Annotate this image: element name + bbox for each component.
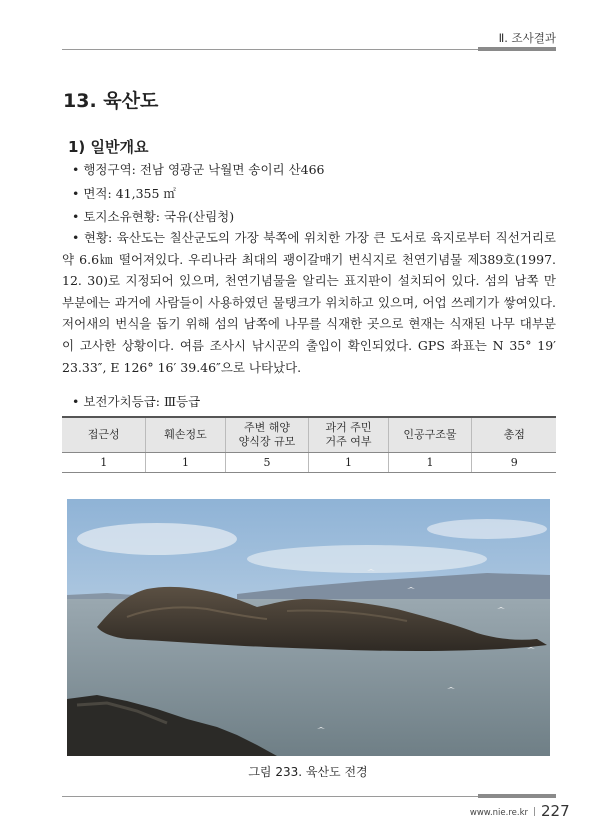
table-cell: 1	[388, 453, 472, 473]
info-item-grade-text: 보전가치등급: Ⅲ등급	[83, 394, 201, 409]
footer-accent-bar	[478, 794, 556, 798]
table-cell: 1	[146, 453, 225, 473]
info-item-area	[72, 184, 176, 202]
bullet-mark: •	[72, 162, 80, 177]
figure-caption: 그림 233. 육산도 전경	[248, 765, 368, 779]
table-cell: 9	[472, 453, 556, 473]
island-photo	[67, 499, 550, 756]
table-header-row	[62, 417, 556, 453]
info-item-ownership-text: 토지소유현황: 국유(산림청)	[83, 209, 235, 224]
table-cell: 1	[62, 453, 146, 473]
footer-separator: |	[533, 807, 537, 817]
chapter-header: Ⅱ. 조사결과	[498, 31, 556, 45]
header-cell-total: 총점	[472, 417, 556, 453]
status-paragraph-text: • 현황: 육산도는 칠산군도의 가장 북쪽에 위치한 가장 큰 도서로 육지로부터 직선거리로 약 6.6㎞ 떨어져있다. 우리나라 최대의 괭이갈매기 번식지로 천연기념물 제389호(1997. 12. 30)로 지정되어 있으며, 천연기념물을 알리는 표지판이 설치되어 있다. 섬의 남쪽 만 부분에는 과거에 사람들이 사용하였던 물탱크가 위치하고 있으며, 어업 쓰레기가 쌓여있다. 저어새의 번식을 돕기 위해 섬의 남쪽에 나무를 식재한 곳으로 현재는 식재된 나무 대부분이 고사한 상황이다. 여름 조사시 낚시꾼의 출입이 확인되었다. GPS 좌표는 N 35° 19′ 23.33″, E 126° 16′ 39.46″으로 나타났다.	[62, 230, 556, 375]
header-cell-residence: 과거 주민 거주 여부	[309, 417, 388, 453]
table-row	[62, 453, 556, 473]
footer-url: www.nie.re.kr	[469, 808, 528, 818]
page-number: 227	[541, 802, 570, 820]
header-accent-bar	[478, 47, 556, 51]
info-item-ownership	[72, 207, 234, 225]
header-cell-access: 접근성	[62, 417, 146, 453]
conservation-grade-table	[62, 416, 556, 473]
header-cell-structure: 인공구조물	[388, 417, 472, 453]
info-item-grade	[72, 392, 200, 410]
info-item-admin-text: 행정구역: 전남 영광군 낙월면 송이리 산466	[83, 162, 325, 177]
header-cell-aquaculture: 주변 해양 양식장 규모	[225, 417, 309, 453]
table-cell: 1	[309, 453, 388, 473]
section-title: 13. 육산도	[63, 90, 159, 112]
info-item-admin	[72, 160, 325, 178]
header-cell-damage: 훼손정도	[146, 417, 225, 453]
status-paragraph	[62, 227, 556, 378]
bullet-mark: •	[72, 394, 80, 409]
bullet-mark: •	[72, 209, 80, 224]
subsection-title: 1) 일반개요	[68, 138, 149, 156]
table-cell: 5	[225, 453, 309, 473]
bullet-mark: •	[72, 186, 80, 201]
info-item-area-text: 면적: 41,355 ㎡	[83, 186, 176, 201]
